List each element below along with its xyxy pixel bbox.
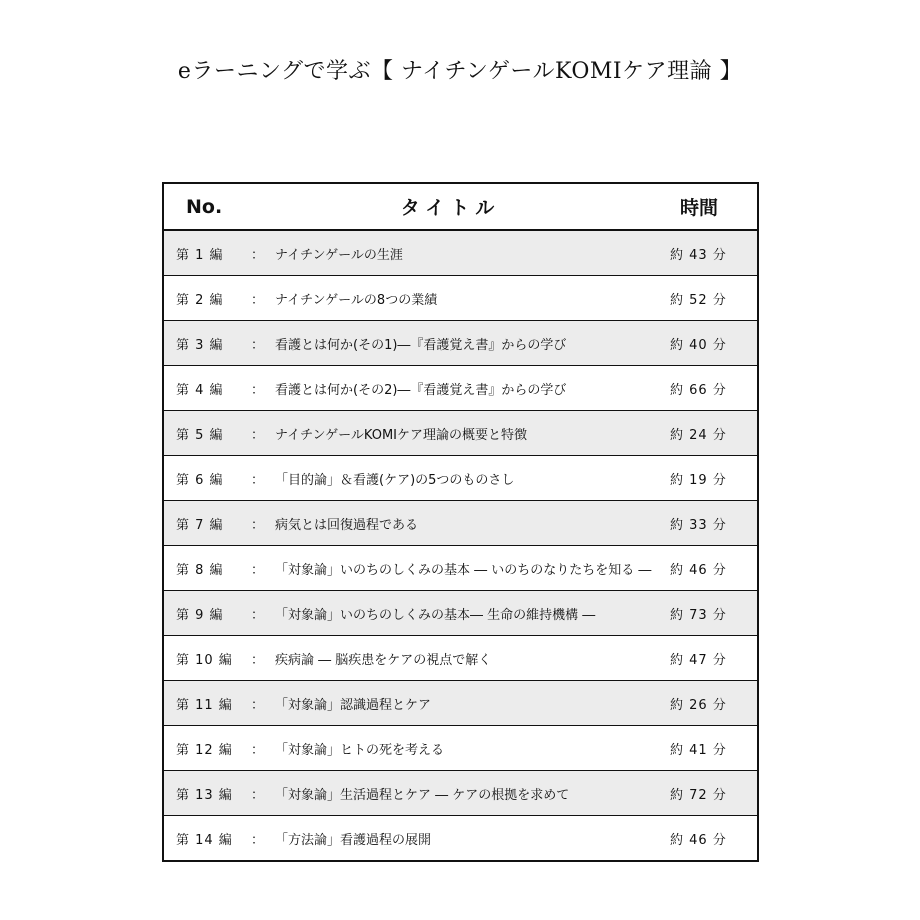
row-title: ナイチンゲールの生涯 [271,230,656,276]
row-duration: 約 33 分 [656,501,758,546]
row-separator: ： [245,411,271,456]
table-body [163,230,758,861]
row-title: 「対象論」ヒトの死を考える [271,726,656,771]
table-row [163,276,758,321]
row-number: 第 1 編 [163,230,245,276]
row-title: 看護とは何か(その1)―『看護覚え書』からの学び [271,321,656,366]
header-title: タイトル [245,183,656,230]
row-number: 第 7 編 [163,501,245,546]
table-row [163,230,758,276]
row-title: ナイチンゲールの8つの業績 [271,276,656,321]
row-number: 第 10 編 [163,636,245,681]
row-separator: ： [245,501,271,546]
row-number: 第 13 編 [163,771,245,816]
row-duration: 約 46 分 [656,546,758,591]
table-row [163,681,758,726]
row-separator: ： [245,321,271,366]
row-title: 看護とは何か(その2)―『看護覚え書』からの学び [271,366,656,411]
row-number: 第 12 編 [163,726,245,771]
row-duration: 約 41 分 [656,726,758,771]
row-duration: 約 73 分 [656,591,758,636]
page-title: eラーニングで学ぶ【 ナイチンゲールKOMIケア理論 】 [177,59,743,84]
row-title: 病気とは回復過程である [271,501,656,546]
row-number: 第 2 編 [163,276,245,321]
row-title: 「対象論」生活過程とケア ― ケアの根拠を求めて [271,771,656,816]
row-duration: 約 52 分 [656,276,758,321]
table-row [163,366,758,411]
table-row [163,546,758,591]
row-separator: ： [245,681,271,726]
row-duration: 約 26 分 [656,681,758,726]
row-number: 第 4 編 [163,366,245,411]
row-duration: 約 47 分 [656,636,758,681]
table-row [163,456,758,501]
row-separator: ： [245,771,271,816]
row-number: 第 6 編 [163,456,245,501]
row-separator: ： [245,591,271,636]
table-row [163,321,758,366]
row-number: 第 8 編 [163,546,245,591]
row-separator: ： [245,230,271,276]
row-separator: ： [245,816,271,862]
table-row [163,636,758,681]
row-duration: 約 24 分 [656,411,758,456]
row-separator: ： [245,276,271,321]
row-number: 第 9 編 [163,591,245,636]
row-separator: ： [245,366,271,411]
course-table [162,182,759,862]
row-title: 「対象論」いのちのしくみの基本 ― いのちのなりたちを知る ― [271,546,656,591]
row-title: 「方法論」看護過程の展開 [271,816,656,862]
table-row [163,771,758,816]
row-title: 「対象論」認識過程とケア [271,681,656,726]
row-duration: 約 40 分 [656,321,758,366]
table-row [163,591,758,636]
row-number: 第 5 編 [163,411,245,456]
header-time: 時間 [656,183,758,230]
row-title: 「目的論」＆看護(ケア)の5つのものさし [271,456,656,501]
row-separator: ： [245,456,271,501]
row-title: 疾病論 ― 脳疾患をケアの視点で解く [271,636,656,681]
row-number: 第 14 編 [163,816,245,862]
table-row [163,726,758,771]
row-separator: ： [245,726,271,771]
header-no: No. [163,183,245,230]
row-separator: ： [245,546,271,591]
row-separator: ： [245,636,271,681]
row-number: 第 11 編 [163,681,245,726]
row-duration: 約 19 分 [656,456,758,501]
row-duration: 約 72 分 [656,771,758,816]
row-title: 「対象論」いのちのしくみの基本― 生命の維持機構 ― [271,591,656,636]
table-header-row [163,183,758,230]
row-number: 第 3 編 [163,321,245,366]
row-duration: 約 43 分 [656,230,758,276]
row-duration: 約 46 分 [656,816,758,862]
row-title: ナイチンゲールKOMIケア理論の概要と特徴 [271,411,656,456]
table-row [163,816,758,862]
table-row [163,411,758,456]
table-row [163,501,758,546]
row-duration: 約 66 分 [656,366,758,411]
